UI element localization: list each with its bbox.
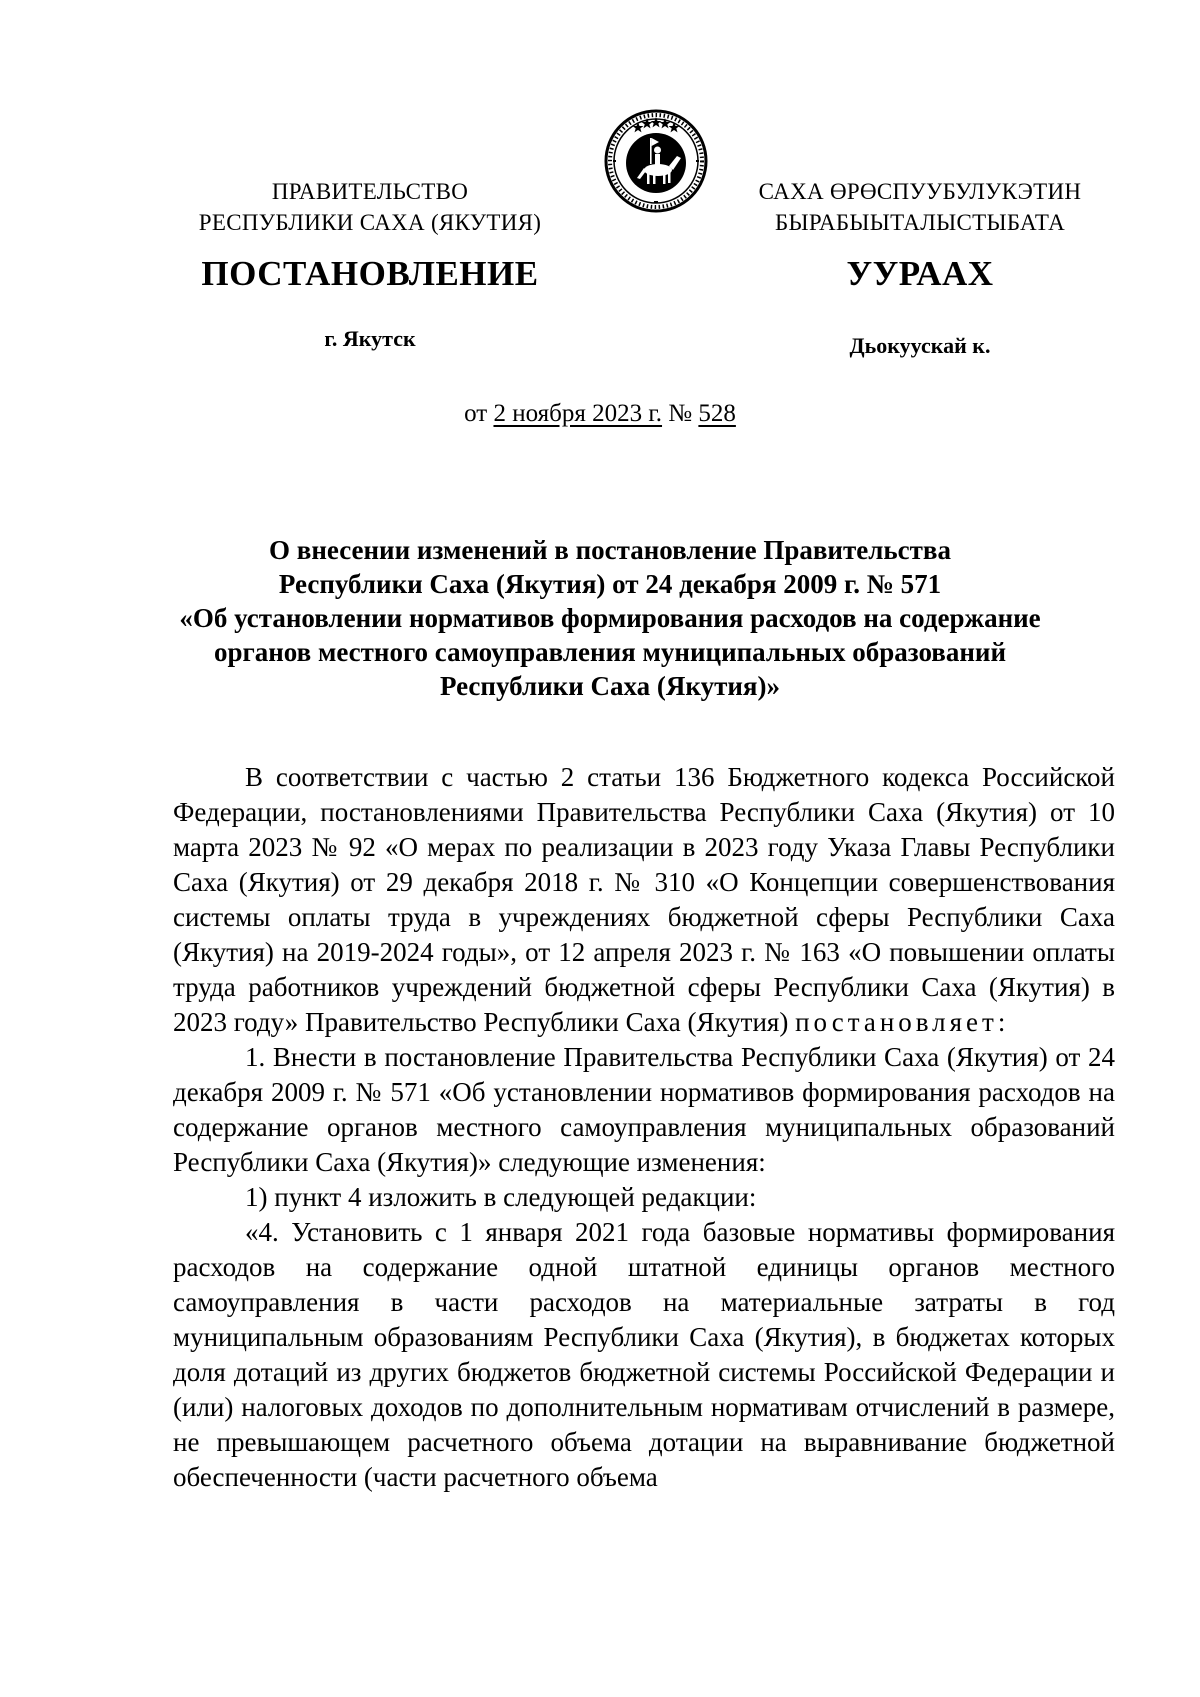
paragraph-item-1: 1. Внести в постановление Правительства Республики Саха (Якутия) от 24 декабря 2009 г. № 571 «Об установлении нормативов формирования расходов на содержание органов местного самоуправления муниципальных образований Республики Саха (Якутия)» следующие изменения: xyxy=(173,1042,1115,1177)
paragraph-preamble xyxy=(173,760,1115,1040)
document-number: 528 xyxy=(698,400,736,427)
document-title xyxy=(160,533,1060,703)
title-line5: Республики Саха (Якутия)» xyxy=(439,671,780,701)
title-line1: О внесении изменений в постановление Правительства xyxy=(269,535,951,565)
preamble-text: В соответствии с частью 2 статьи 136 Бюджетного кодекса Российской Федерации, постановлениями Правительства Республики Саха (Якутия) от 10 марта 2023 № 92 «О мерах по реализации в 2023 году Указа Главы Республики Саха (Якутия) от 29 декабря 2018 г. № 310 «О Концепции совершенствования системы оплаты труда в учреждениях бюджетной сферы Республики Саха (Якутия) на 2019-2024 годы», от 12 апреля 2023 г. № 163 «О повышении оплаты труда работников учреждений бюджетной сферы Республики Саха (Якутия) в 2023 году» Правительство Республики Саха (Якутия) xyxy=(173,762,1115,1037)
date-prefix: от xyxy=(464,400,494,427)
issuer-sakha-line2: БЫРАБЫЫТАЛЫСТЫБАТА xyxy=(774,210,1066,235)
city-sakha: Дьокуускай к. xyxy=(849,333,991,358)
issuer-ru xyxy=(150,176,590,238)
title-line2: Республики Саха (Якутия) от 24 декабря 2009 г. № 571 xyxy=(278,569,942,599)
title-line4: органов местного самоуправления муниципальных образований xyxy=(213,637,1007,667)
issuer-ru-line1: ПРАВИТЕЛЬСТВО xyxy=(271,179,469,204)
issuer-sakha xyxy=(740,176,1100,238)
document-body xyxy=(173,760,1115,1495)
coat-of-arms-sakha-icon xyxy=(603,108,709,214)
city-ru: г. Якутск xyxy=(324,326,416,351)
document-date-number xyxy=(0,398,1200,430)
issuer-sakha-line1: САХА ӨРӨСПУУБУЛУКЭТИН xyxy=(758,179,1082,204)
document-date: 2 ноября 2023 г. xyxy=(493,400,663,427)
doc-type-sakha: УУРААХ xyxy=(846,254,994,293)
issuer-ru-line2: РЕСПУБЛИКИ САХА (ЯКУТИЯ) xyxy=(198,210,542,235)
paragraph-subitem-1: 1) пункт 4 изложить в следующей редакции: xyxy=(245,1182,757,1212)
doc-type-ru: ПОСТАНОВЛЕНИЕ xyxy=(201,254,539,293)
title-line3: «Об установлении нормативов формирования расходов на содержание xyxy=(179,603,1041,633)
resolves-word: постановляет: xyxy=(795,1007,1010,1037)
number-sign: № xyxy=(662,400,699,427)
paragraph-item-4-text: «4. Установить с 1 января 2021 года базовые нормативы формирования расходов на содержание одной штатной единицы органов местного самоуправления в части расходов на материальные затраты в год муниципальным образованиям Республики Саха (Якутия), в бюджетах которых доля дотаций из других бюджетов бюджетной системы Российской Федерации и (или) налоговых доходов по дополнительным нормативам отчислений в размере, не превышающем расчетного объема дотации на выравнивание бюджетной обеспеченности (части расчетного объема xyxy=(173,1217,1115,1492)
